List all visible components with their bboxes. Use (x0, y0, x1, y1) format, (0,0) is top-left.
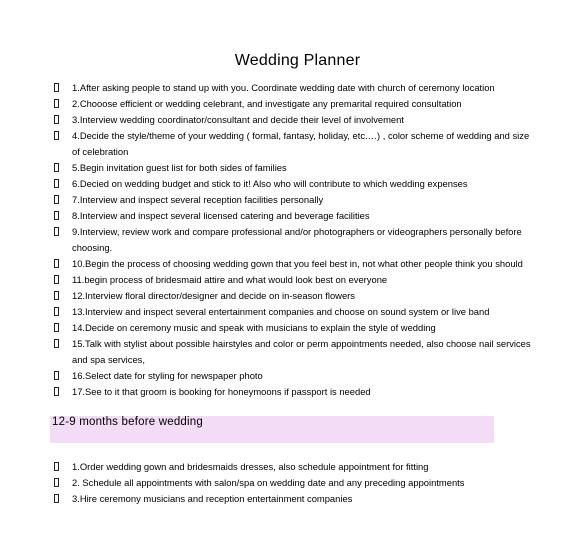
checklist-item-text: 12.Interview floral director/designer and decide on in-season flowers (72, 290, 355, 301)
checklist-item-text: 8.Interview and inspect several licensed catering and beverage facilities (72, 210, 370, 221)
section-heading: 12-9 months before wedding (52, 416, 203, 428)
checkbox-icon (54, 163, 59, 172)
checklist-item-text: 16.Select date for styling for newspaper photo (72, 370, 263, 381)
checklist-item (52, 128, 532, 160)
checkbox-icon (54, 195, 59, 204)
checklist-item (52, 368, 532, 384)
checkbox-icon (54, 99, 59, 108)
checklist-item-text: 6.Decied on wedding budget and stick to it! Also who will contribute to which wedding expenses (72, 178, 468, 189)
checklist-item-text: 2. Schedule all appointments with salon/spa on wedding date and any preceding appointments (72, 477, 465, 488)
checklist-item (52, 192, 532, 208)
checklist (52, 80, 532, 400)
checkbox-icon (54, 387, 59, 396)
checklist-item-text: 1.Order wedding gown and bridesmaids dresses, also schedule appointment for fitting (72, 461, 429, 472)
checklist-item-text: 17.See to it that groom is booking for honeymoons if passport is needed (72, 386, 371, 397)
checklist-item-text: 13.Interview and inspect several entertainment companies and choose on sound system or live band (72, 306, 490, 317)
checklist-item (52, 256, 532, 272)
checklist-item (52, 80, 532, 96)
checklist-item-text: 1.After asking people to stand up with you. Coordinate wedding date with church of ceremony location (72, 82, 495, 93)
checklist-item (52, 304, 532, 320)
checklist-item (52, 384, 532, 400)
checklist-item (52, 491, 532, 507)
page-title: Wedding Planner (234, 52, 361, 69)
checklist-item (52, 272, 532, 288)
checklist-item (52, 320, 532, 336)
checklist-item-text: 15.Talk with stylist about possible hairstyles and color or perm appointments needed, also choose nail services and spa services, (72, 338, 531, 365)
checkbox-icon (54, 307, 59, 316)
checkbox-icon (54, 275, 59, 284)
checkbox-icon (54, 323, 59, 332)
checkbox-icon (54, 371, 59, 380)
section-heading-banner (50, 416, 494, 443)
checklist-item-text: 3.Interview wedding coordinator/consultant and decide their level of involvement (72, 114, 404, 125)
checklist-item-text: 2.Chooose efficient or wedding celebrant, and investigate any premarital required consultation (72, 98, 462, 109)
checklist-item (52, 224, 532, 256)
checklist-item (52, 96, 532, 112)
checklist-item-text: 9.Interview, review work and compare professional and/or photographers or videographers personally before choosing. (72, 226, 522, 253)
checkbox-icon (54, 339, 59, 348)
checklist-item (52, 336, 532, 368)
checkbox-icon (54, 478, 59, 487)
checkbox-icon (54, 115, 59, 124)
checkbox-icon (54, 291, 59, 300)
checklist-item-text: 11.begin process of bridesmaid attire and what would look best on everyone (72, 274, 388, 285)
checkbox-icon (54, 131, 59, 140)
checklist-item (52, 208, 532, 224)
checklist-item (52, 176, 532, 192)
checkbox-icon (54, 259, 59, 268)
checkbox-icon (54, 494, 59, 503)
checklist-item-text: 5.Begin invitation guest list for both sides of families (72, 162, 287, 173)
checklist-item (52, 288, 532, 304)
checklist-item (52, 112, 532, 128)
checkbox-icon (54, 462, 59, 471)
checkbox-icon (54, 83, 59, 92)
checklist-item (52, 459, 532, 475)
checklist-item (52, 475, 532, 491)
checkbox-icon (54, 179, 59, 188)
checkbox-icon (54, 211, 59, 220)
checklist-item-text: 14.Decide on ceremony music and speak with musicians to explain the style of wedding (72, 322, 436, 333)
checklist-item-text: 3.Hire ceremony musicians and reception entertainment companies (72, 493, 353, 504)
checklist-item-text: 10.Begin the process of choosing wedding gown that you feel best in, not what other people think you should (72, 258, 523, 269)
checklist-item-text: 4.Decide the style/theme of your wedding ( formal, fantasy, holiday, etc.…) , color scheme of wedding and size of celebration (72, 130, 530, 157)
section-checklist (52, 459, 532, 507)
checklist-item (52, 160, 532, 176)
checkbox-icon (54, 227, 59, 236)
checklist-item-text: 7.Interview and inspect several reception facilities personally (72, 194, 324, 205)
